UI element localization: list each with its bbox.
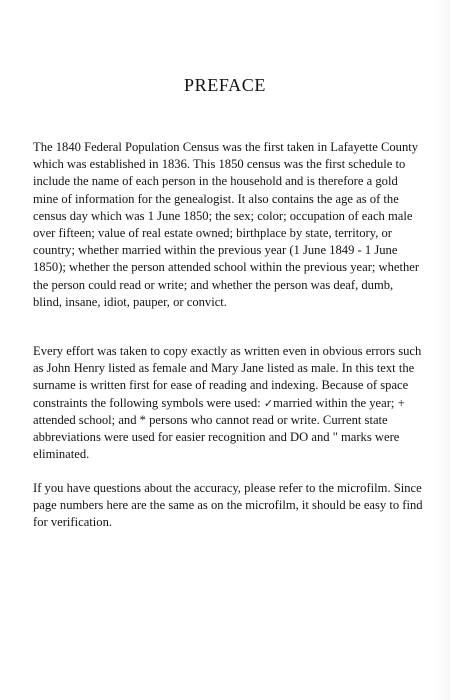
checkmark-symbol: ✓ [263, 396, 274, 410]
page-edge-shadow [436, 0, 450, 700]
paragraph-text-before-symbol: Every effort was taken to copy exactly as written even in obvious errors such as John Henry listed as female and Mary Jane listed as male. In this text the surname is written first for ease of reading and indexing. Because of space constraints the following symbols were used: [33, 344, 422, 410]
page-title: PREFACE [184, 75, 266, 95]
paragraph-census-history: The 1840 Federal Population Census was the first taken in Lafayette County which was established in 1836. This 1850 census was the first schedule to include the name of each person in the household and is therefore a gold mine of information for the genealogist. It also contains the age as of the census day which was 1 June 1850; the sex; color; occupation of each male over fifteen; value of real estate owned; birthplace by state, territory, or country; whether married within the previous year (1 June 1849 - 1 June 1850); whether the person attended school within the previous year; whether the person could read or write; and whether the person was deaf, dumb, blind, insane, idiot, pauper, or convict. [33, 140, 420, 309]
paragraph-verification-note: If you have questions about the accuracy, please refer to the microfilm. Since page numbers here are the same as on the microfilm, it should be easy to find for verification. [33, 481, 423, 530]
paragraph-text-after-symbol: married within the year; + attended school; and * persons who cannot read or write. Current state abbreviations were used for easier recognition and DO and " marks were eliminated. [33, 395, 405, 462]
paragraph-transcription-notes [33, 343, 423, 463]
